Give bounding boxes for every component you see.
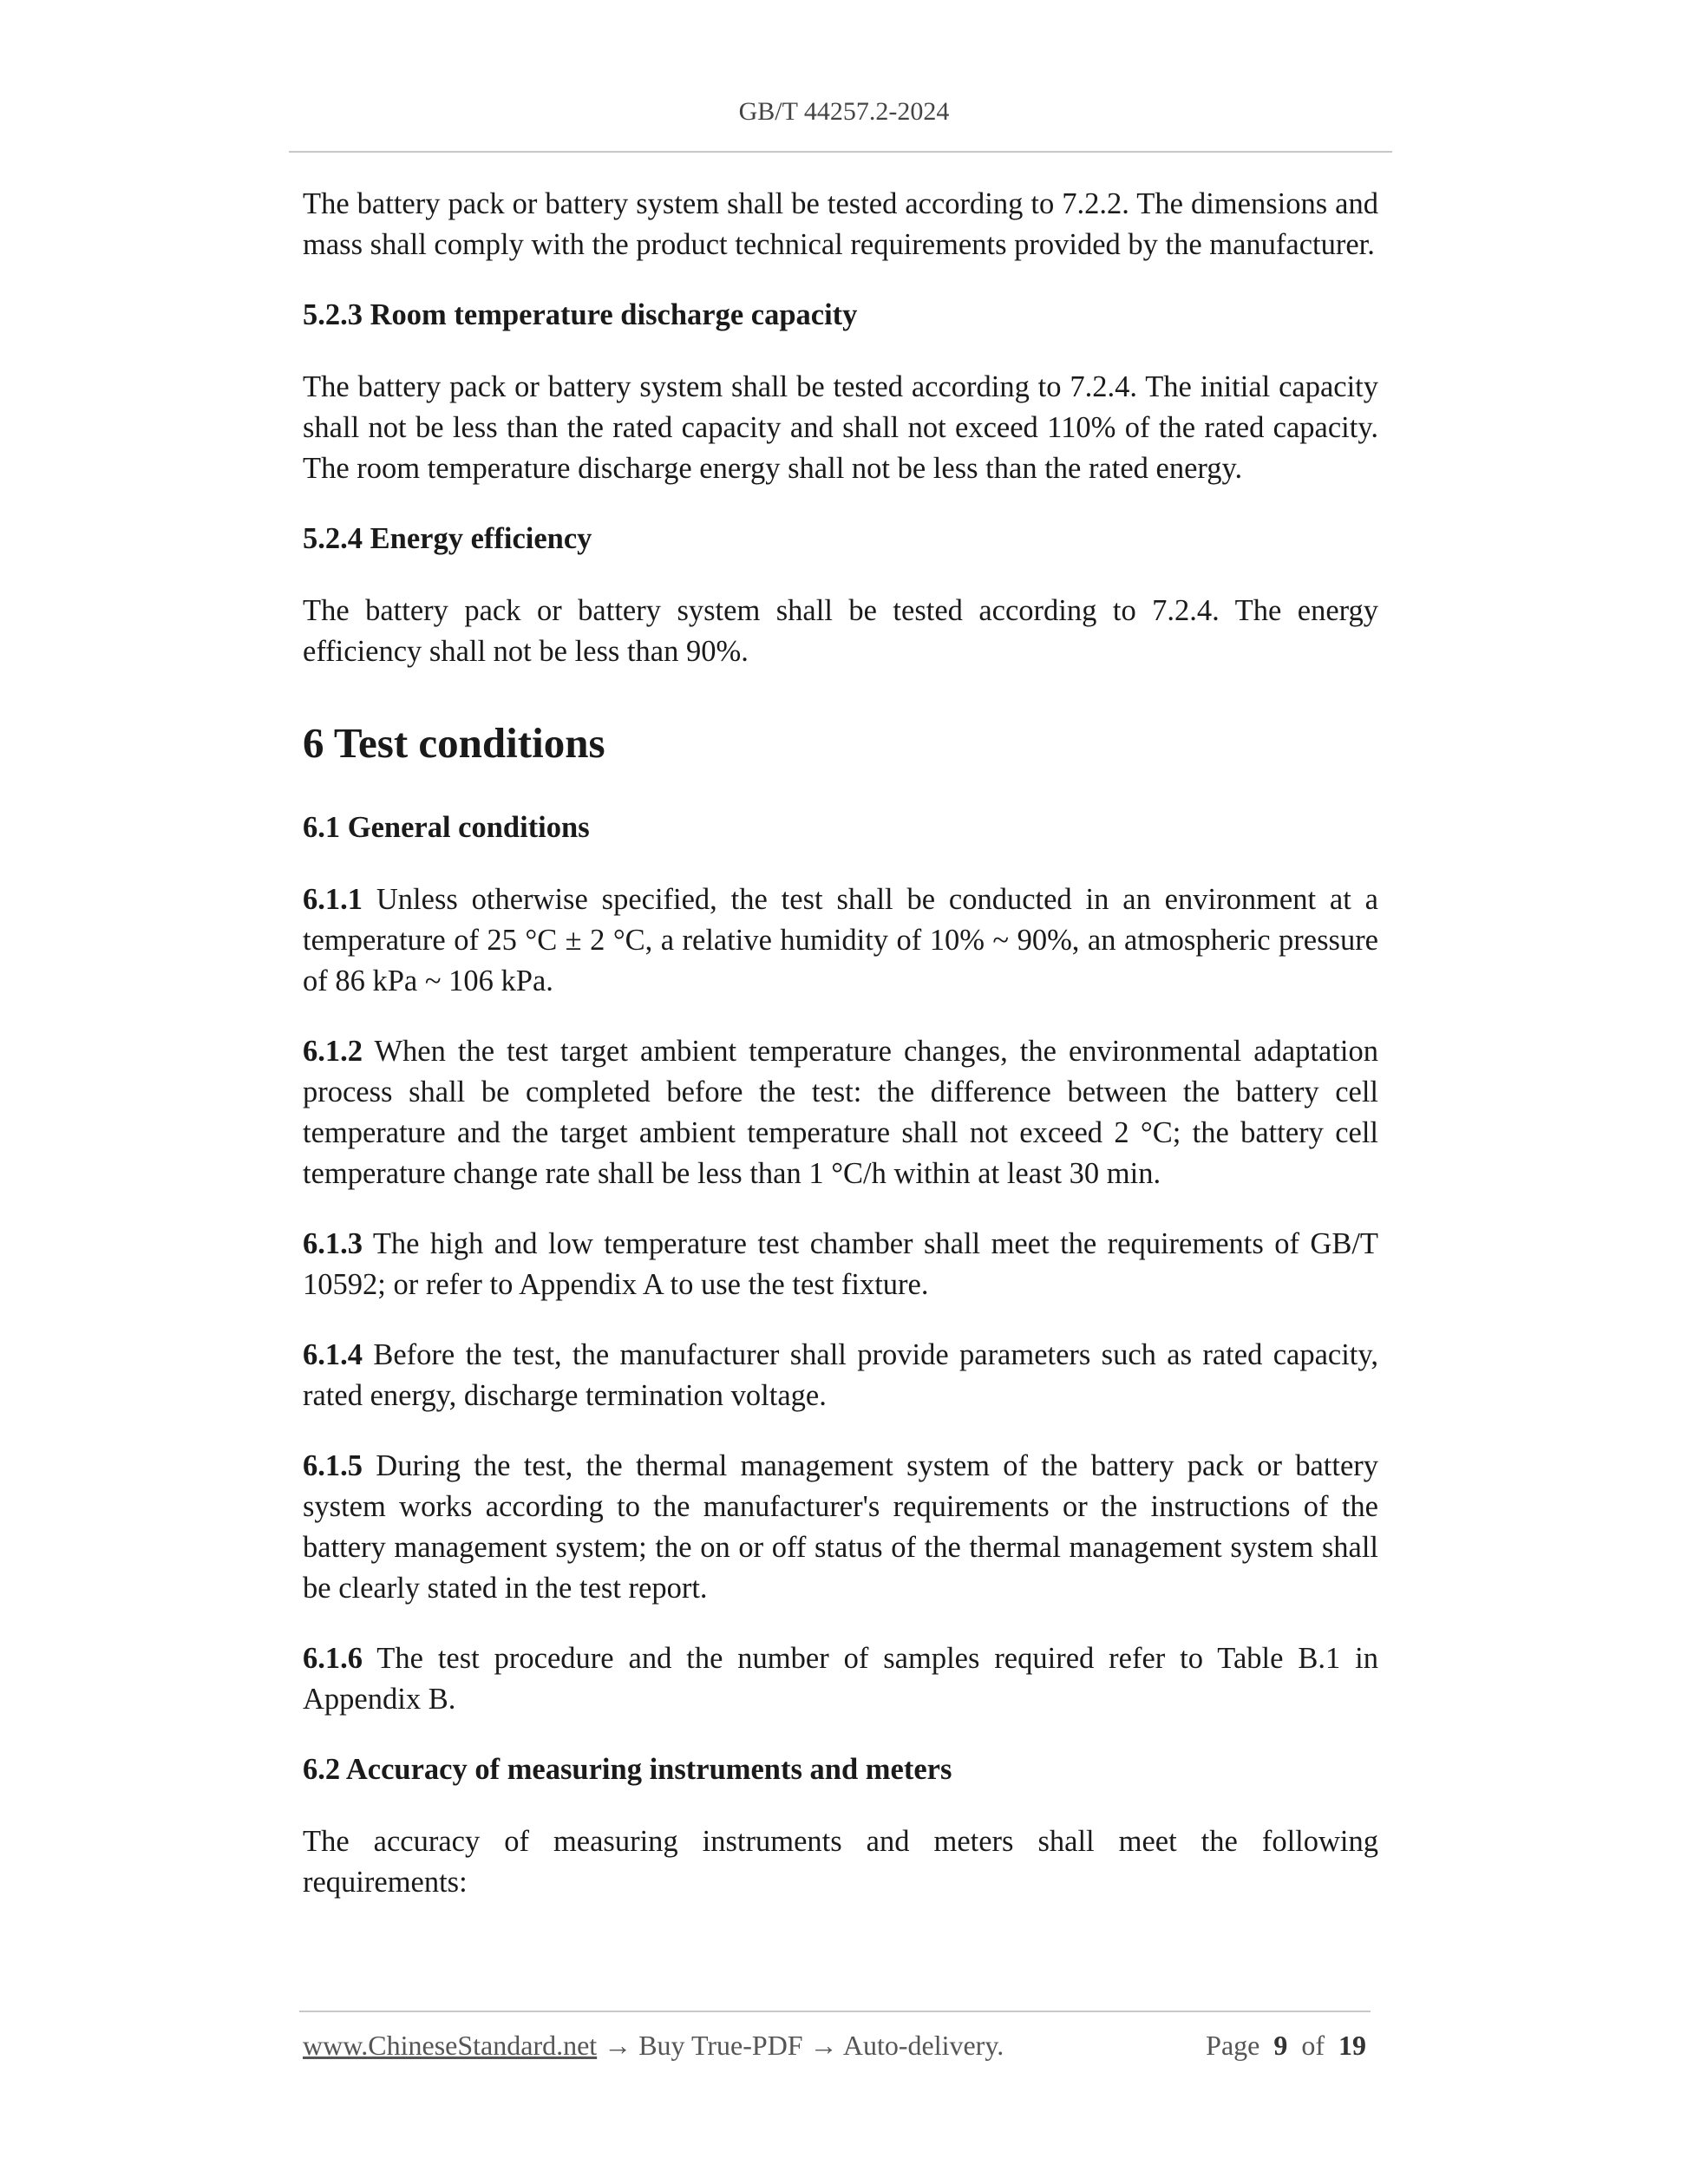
clause-number: 6.1.4 — [303, 1338, 363, 1371]
clause-text: When the test target ambient temperature changes, the environmental adaptation process shall be completed before the test: the difference between the battery cell temperature and the target ambient temperature shall not exceed 2 °C; the battery cell temperature change rate shall be less than 1 °C/h within at least 30 min. — [303, 1035, 1378, 1190]
clause-text: The test procedure and the number of samples required refer to Table B.1 in Appendix B. — [303, 1642, 1378, 1716]
page-number — [1206, 2030, 1366, 2062]
clause-number: 6.1.5 — [303, 1449, 363, 1482]
clause-number: 6.1.6 — [303, 1642, 363, 1675]
current-page: 9 — [1273, 2030, 1288, 2061]
auto-delivery-text: Auto-delivery. — [842, 2030, 1004, 2061]
paragraph-discharge-capacity: The battery pack or battery system shall be tested according to 7.2.4. The initial capacity shall not be less than the rated capacity and shall not exceed 110% of the rated capacity. The room temperature discharge energy shall not be less than the rated energy. — [303, 370, 1378, 485]
arrow-right-icon: → — [604, 2030, 632, 2061]
page-body — [303, 184, 1378, 1903]
clause-number: 6.1.1 — [303, 883, 363, 916]
clause-6-1-1 — [303, 879, 1378, 1002]
heading-5-2-4: 5.2.4 Energy efficiency — [303, 522, 592, 555]
paragraph-energy-efficiency: The battery pack or battery system shall be tested according to 7.2.4. The energy efficiency shall not be less than 90%. — [303, 594, 1378, 668]
paragraph-dimensions: The battery pack or battery system shall be tested according to 7.2.2. The dimensions and mass shall comply with the product technical requirements provided by the manufacturer. — [303, 187, 1378, 261]
document-header: GB/T 44257.2-2024 — [738, 97, 950, 126]
paragraph-accuracy: The accuracy of measuring instruments and meters shall meet the following requirements: — [303, 1825, 1378, 1899]
clause-text: During the test, the thermal management system of the battery pack or battery system works according to the manufacturer's requirements or the instructions of the battery management system; the on or off status of the thermal management system shall be clearly stated in the test report. — [303, 1449, 1378, 1605]
clause-6-1-3 — [303, 1224, 1378, 1305]
arrow-right-icon: → — [809, 2030, 838, 2061]
clause-text: Before the test, the manufacturer shall provide parameters such as rated capacity, rated energy, discharge termination voltage. — [303, 1338, 1378, 1412]
footer-divider — [299, 2011, 1371, 2012]
clause-6-1-4 — [303, 1335, 1378, 1416]
heading-6-2: 6.2 Accuracy of measuring instruments and meters — [303, 1753, 952, 1786]
clause-number: 6.1.2 — [303, 1035, 363, 1068]
buy-pdf-text: Buy True-PDF — [638, 2030, 803, 2061]
clause-number: 6.1.3 — [303, 1227, 363, 1260]
heading-6-1: 6.1 General conditions — [303, 811, 590, 844]
clause-text: The high and low temperature test chamber shall meet the requirements of GB/T 10592; or refer to Appendix A to use the test fixture. — [303, 1227, 1378, 1301]
clause-6-1-6 — [303, 1638, 1378, 1720]
clause-6-1-5 — [303, 1446, 1378, 1609]
website-link[interactable]: www.ChineseStandard.net — [303, 2030, 598, 2061]
page-footer — [303, 2030, 1366, 2068]
of-label: of — [1301, 2030, 1325, 2061]
total-pages: 19 — [1338, 2030, 1366, 2061]
clause-6-1-2 — [303, 1031, 1378, 1194]
heading-5-2-3: 5.2.3 Room temperature discharge capacity — [303, 298, 858, 331]
footer-promo — [303, 2030, 1004, 2062]
header-divider — [289, 151, 1392, 153]
heading-6: 6 Test conditions — [303, 719, 605, 767]
clause-text: Unless otherwise specified, the test shall be conducted in an environment at a temperature of 25 °C ± 2 °C, a relative humidity of 10% ~ 90%, an atmospheric pressure of 86 kPa ~ 106 kPa. — [303, 883, 1378, 997]
page-label: Page — [1206, 2030, 1260, 2061]
